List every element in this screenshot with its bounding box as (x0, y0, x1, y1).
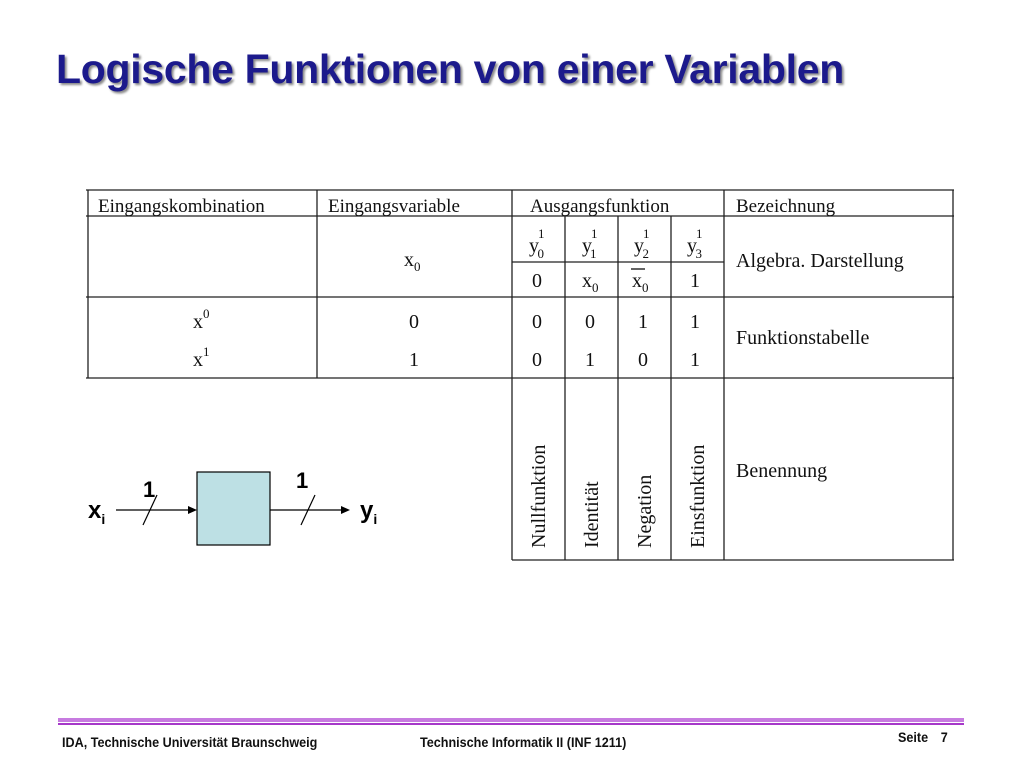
designation-function-table: Funktionstabelle (736, 327, 870, 349)
footer-page (898, 729, 948, 745)
expression-y1: $x_0$ (582, 270, 599, 295)
function-name-y0: y1 0 (529, 226, 545, 261)
header-input-combination: Eingangskombination (98, 196, 265, 217)
value-y0-row0: 0 (532, 311, 542, 333)
designation-naming: Benennung (736, 460, 828, 482)
value-y3-row0: 1 (690, 311, 700, 333)
slide-title: Logische Funktionen von einer Variablen (56, 46, 844, 92)
function-name-y2: y1 2 (634, 226, 650, 261)
expression-y2: $x_0$ (632, 270, 649, 295)
output-signal-label: $y_i$ (360, 497, 378, 527)
label-identitaet: Identität (581, 481, 603, 548)
value-y1-row0: 0 (585, 311, 595, 333)
block-diagram (88, 468, 377, 545)
output-width-label: 1 (296, 468, 309, 493)
expression-y3: 1 (690, 270, 700, 292)
label-nullfunktion: Nullfunktion (528, 444, 550, 548)
header-input-variable: Eingangsvariable (328, 196, 460, 217)
input-signal-label: $x_i$ (88, 497, 106, 527)
combo-x1: $x^1$ (193, 344, 210, 371)
input-variable-name: $x_0$ (404, 249, 421, 274)
page-number: 7 (940, 729, 948, 745)
input-width-label: 1 (143, 477, 156, 502)
footer-rule-shadow (58, 723, 964, 725)
footer-course: Technische Informatik II (INF 1211) (420, 734, 627, 750)
header-designation: Bezeichnung (736, 196, 836, 217)
header-output-function: Ausgangsfunktion (530, 196, 670, 217)
combo-x0: $x^0$ (193, 306, 210, 333)
footer-institution: IDA, Technische Universität Braunschweig (62, 734, 318, 750)
value-y2-row0: 1 (638, 311, 648, 333)
function-name-y3: y1 3 (687, 226, 703, 261)
label-negation: Negation (634, 474, 656, 548)
value-y1-row1: 1 (585, 349, 595, 371)
output-arrowhead (341, 506, 350, 514)
value-y2-row1: 0 (638, 349, 648, 371)
footer-rule (58, 718, 964, 722)
function-block (197, 472, 270, 545)
input-value-row1: 1 (409, 349, 419, 371)
page-label: Seite (898, 729, 929, 745)
function-name-y1: y1 1 (582, 226, 598, 261)
input-value-row0: 0 (409, 311, 419, 333)
designation-algebra: Algebra. Darstellung (736, 250, 904, 272)
input-arrowhead (188, 506, 197, 514)
label-einsfunktion: Einsfunktion (687, 444, 709, 548)
value-y3-row1: 1 (690, 349, 700, 371)
value-y0-row1: 0 (532, 349, 542, 371)
expression-y0: 0 (532, 270, 542, 292)
